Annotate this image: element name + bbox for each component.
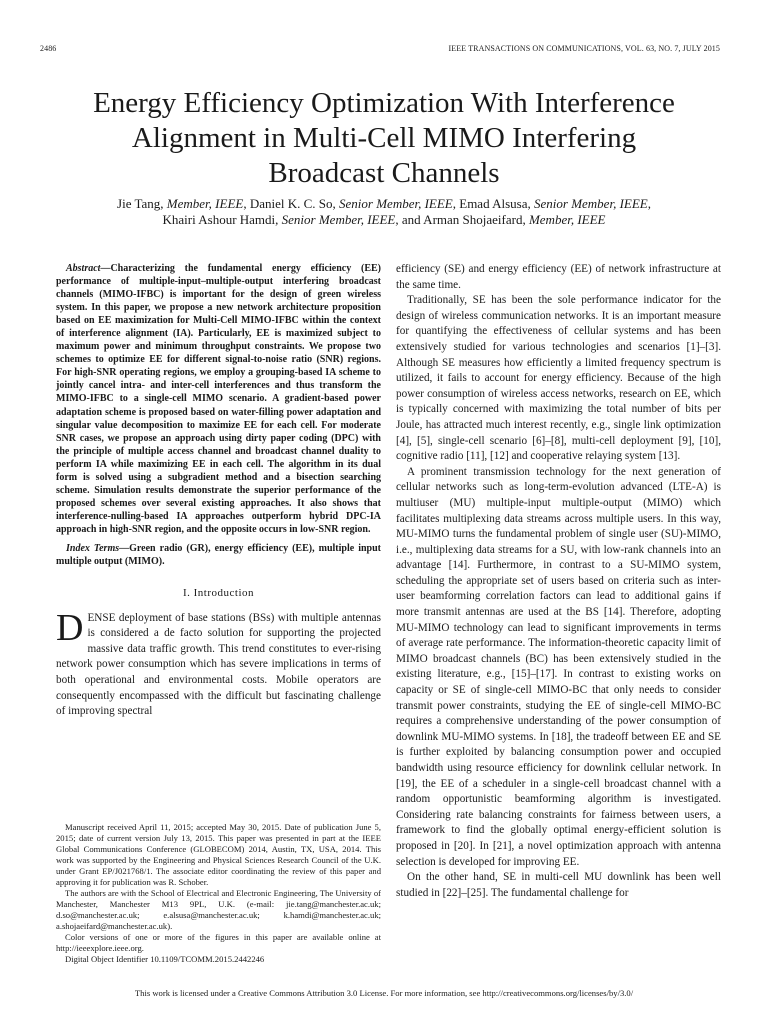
abstract-label: Abstract (66, 263, 101, 274)
right-paragraph-3: On the other hand, SE in multi-cell MU downlink has been well studied in [22]–[25]. The fundamental challenge for (396, 871, 721, 899)
footnote-color: Color versions of one or more of the figures in this paper are available online at http://ieeexplore.ieee.org. (56, 932, 381, 953)
index-terms-text: —Green radio (GR), energy efficiency (EE), multiple input multiple output (MIMO). (56, 542, 382, 568)
right-column (396, 262, 721, 901)
footnote-affiliation: The authors are with the School of Electrical and Electronic Engineering, The University of Manchester, Manchester M13 9PL, U.K. (e-mail: jie.tang@manchester.ac.uk; d.so@manchester.ac.uk; e.alsusa@manchester.ac.uk; k.hamdi@manchester.ac.uk; a.shojaeifard@manchester.ac.uk). (56, 888, 381, 931)
title-line-3: Broadcast Channels (268, 157, 500, 189)
paper-title (40, 86, 728, 191)
left-column (56, 262, 381, 720)
license-notice: This work is licensed under a Creative Commons Attribution 3.0 License. For more information, see http://creativecommons.org/licenses/by/3.0/ (134, 988, 634, 998)
footnote-doi: Digital Object Identifier 10.1109/TCOMM.2015.2442246 (65, 954, 265, 964)
section-heading-introduction: I. Introduction (182, 587, 255, 600)
intro-paragraph-1 (56, 606, 381, 720)
index-terms-label: Index Terms (66, 542, 120, 554)
abstract (56, 262, 381, 536)
right-paragraph-2: A prominent transmission technology for the next generation of cellular networks such as long-term-evolution advanced (LTE-A) is multiuser (MU) multiple-input multiple-output (MIMO) which facilitates multiplexing data streams across multiple users. In this way, MU-MIMO turns the fundamental problem of single user (SU)-MIMO, i.e., multiplexing data streams for a SU, with low-rank channels into an advantage [14]. Furthermore, in contrast to a SU-MIMO system, scheduling the appropriate set of users based on criteria such as inter-user beamforming correlation factors can lead to additional gains if more transmit antennas are used at the BS [14]. Therefore, adopting MU-MIMO technology can lead to significant improvements in terms of average rate performance. The information-theoretic capacity limit of MIMO broadcast channels (BC) has been extensively studied in the existing literature, e.g., [15]–[17]. In contrast to existing works on capacity or SE of single-cell MIMO-BC that only needs to consider transmit power constraints, studying the EE of single-cell MIMO-BC requires a comprehensive understanding of the power consumption of downlink MU-MIMO systems. In [18], the tradeoff between EE and SE is further exploited by balancing consumption power and occupied bandwidth using resource efficiency for downlink cellular network. In [19], the EE of a scheduler in a single-cell broadcast channel with a random opportunistic beamforming algorithm is investigated. Considering rate balancing constraints for fairness between users, a framework to find the globally optimal energy-efficient solution is proposed in [20]. In [21], a novel optimization approach with antenna selection is developed for improving EE. (396, 465, 721, 868)
footnote-manuscript: Manuscript received April 11, 2015; accepted May 30, 2015. Date of publication June 5, 2015; date of current version July 13, 2015. This paper was presented in part at the IEEE Global Communications Conference (GLOBECOM) 2014, Austin, TX, USA, 2014. This work was supported by the Engineering and Physical Sciences Research Council of the U.K. under Grant EP/J021768/1. The associate editor coordinating the review of this paper and approving it for publication was R. Schober. (56, 822, 381, 887)
right-paragraph-1: Traditionally, SE has been the sole performance indicator for the design of wireless communication networks. It is an important measure for quantifying the effectiveness of cellular systems and has been extensively studied for various technologies and scenarios [1]–[3]. Although SE measures how efficiently a limited frequency spectrum is utilized, it fails to account for energy efficiency. Because of the high power consumption of wireless access networks, research on EE, which is typically concerned with maximizing the total number of bits per Joule, has attracted much interest recently, e.g., single link optimization [4], [5], single-cell scenario [6]–[8], multi-cell deployment [9], [10], cognitive radio [11], [12] and cooperative relaying system [13]. (396, 294, 721, 463)
author-list (40, 196, 728, 228)
title-line-2: Alignment in Multi-Cell MIMO Interfering (131, 122, 637, 154)
title-line-1: Energy Efficiency Optimization With Interference (93, 87, 675, 119)
authors-line-2: Khairi Ashour Hamdi, Senior Member, IEEE, and Arman Shojaeifard, Member, IEEE (162, 212, 606, 227)
journal-header: IEEE TRANSACTIONS ON COMMUNICATIONS, VOL. 63, NO. 7, JULY 2015 (448, 44, 720, 53)
first-page-footnote (56, 822, 381, 965)
abstract-text: —Characterizing the fundamental energy efficiency (EE) performance of multiple-input–multiple-output interfering broadcast channels (MIMO-IFBC) is important for the design of green wireless system. In this paper, we propose a new network architecture proposition based on EE maximization for Multi-Cell MIMO-IFBC within the context of interference alignment (IA). Particularly, EE is maximized subject to maximum power and minimum throughput constraints. We propose two schemes to optimize EE for different signal-to-noise ratio (SNR) regions. For high-SNR operating regions, we employ a grouping-based IA scheme to jointly cancel intra- and inter-cell interferences and thus transform the MIMO-IFBC to a single-cell MIMO scenario. A gradient-based power adaptation scheme is proposed based on water-filling power adaptation and singular value decomposition to maximize EE for each cell. For moderate SNR cases, we propose an approach using dirty paper coding (DPC) with the principle of multiple access channel and broadcast channel duality to perform IA while maximizing EE in each cell. The algorithm in its dual form is solved using a subgradient method and a bisection searching scheme. Simulation results demonstrate the superior performance of the proposed schemes over several existing approaches. It also shows that interference-nulling-based IA approaches outperform hybrid DPC-IA approach in high-SNR region, and the opposite occurs in low-SNR region. (56, 263, 381, 535)
authors-line-1: Jie Tang, Member, IEEE, Daniel K. C. So, Senior Member, IEEE, Emad Alsusa, Senior Member, IEEE, (117, 196, 651, 211)
page-number: 2486 (40, 44, 57, 53)
index-terms (56, 542, 381, 568)
right-paragraph-0: efficiency (SE) and energy efficiency (EE) of network infrastructure at the same time. (396, 263, 721, 291)
intro-paragraph-1-text: ENSE deployment of base stations (BSs) with multiple antennas is considered a de facto solution for supporting the projected massive data traffic growth. This trend constitutes to ever-rising network power consumption which has severe implications in terms of both operational and environmental costs. Mobile operators are consequently encompassed with the difficult but fascinating challenge of improving spectral (56, 611, 381, 718)
drop-cap: D (56, 606, 84, 649)
